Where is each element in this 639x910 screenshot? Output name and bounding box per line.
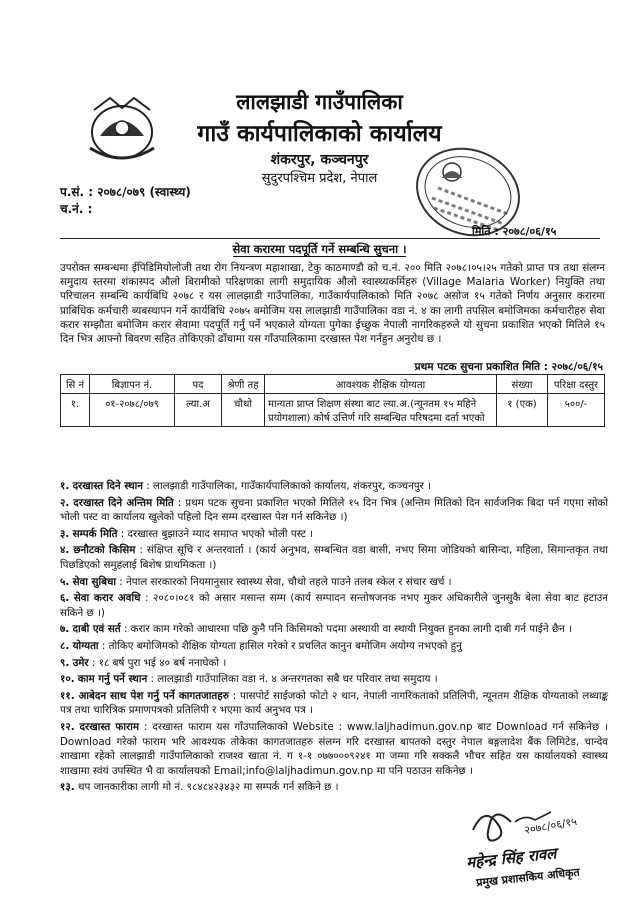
office-address: शंकरपुर, कञ्चनपुर bbox=[270, 152, 369, 168]
list-item bbox=[60, 672, 608, 687]
term-number: ६. bbox=[60, 592, 70, 605]
col-post: पद bbox=[175, 375, 222, 394]
table-row bbox=[61, 394, 605, 427]
term-number: ९. bbox=[60, 656, 70, 669]
cell-level: चौथो bbox=[222, 394, 265, 427]
term-label: दरखास्त दिने स्थान bbox=[72, 480, 143, 492]
list-item bbox=[60, 591, 608, 620]
col-exam-fee: परिक्षा दस्तुर bbox=[548, 375, 605, 394]
term-label: उमेर bbox=[72, 656, 89, 669]
term-label: सम्पर्क मिति bbox=[72, 527, 118, 540]
term-label: दरखास्त दिने अन्तिम मिति bbox=[73, 496, 174, 509]
municipality-name: लालझाडी गाउँपालिका bbox=[236, 90, 403, 114]
term-label: छनौटको किसिम bbox=[73, 544, 136, 557]
cell-serial: १. bbox=[61, 394, 90, 427]
vacancy-table bbox=[60, 374, 605, 427]
term-number: १. bbox=[60, 480, 70, 492]
term-number: ४. bbox=[60, 544, 70, 557]
cell-exam-fee: ५००/- bbox=[548, 394, 605, 427]
term-number: ८. bbox=[60, 639, 70, 652]
col-qualification: आवश्यक शैक्षिक योग्यता bbox=[265, 375, 497, 394]
term-text: थप जानकारीका लागी मो नं. ९८४८४२३४३२ मा सम्पर्क गर्न सकिने छ । bbox=[77, 781, 339, 794]
term-text: : नेपाल सरकारको नियमानुसार स्वास्थ्य सेवा, चौथो तहले पाउने तलब स्केल र संचार खर्च । bbox=[116, 575, 452, 588]
signatory-title: प्रमुख प्रशासकिय अधिकृत bbox=[475, 865, 581, 890]
cell-ad-number: ०१-२०७८/०७९ bbox=[90, 394, 175, 427]
list-item bbox=[60, 689, 608, 718]
list-item bbox=[60, 575, 608, 590]
office-name: गाउँ कार्यपालिकाको कार्यालय bbox=[197, 121, 442, 147]
table-header-row bbox=[61, 375, 605, 394]
term-number: १२. bbox=[60, 720, 75, 733]
first-publish-date: प्रथम पटक सुचना प्रकाशित मिति : २०७८/०६/१५ bbox=[414, 361, 603, 373]
term-text: : पासपोर्ट साईजको फोटो २ थान, नेपाली नागरिकताको प्रतिलिपी, न्यूनतम शैक्षिक योग्यताको लब्धाङ्क पत्र तथा चारित्रिक प्रमाणपत्रको प्रतिलिपी र भएमा कार्य अनुभव पत्र । bbox=[60, 689, 609, 717]
term-text: : करार काम गरेको आधारमा पछि कुनै पनि किसिमको पदमा अस्थायी वा स्थायी नियुक्त हुनका लागी दाबी गर्न पाईने छैन । bbox=[120, 623, 572, 636]
notice-subject-text: सेवा करारमा पदपूर्ति गर्ने सम्बन्धि सुचना । bbox=[232, 242, 407, 256]
reference-number: प.सं. : २०७८/०७९ (स्वास्थ्य) bbox=[60, 185, 191, 199]
term-label: दरखास्त फाराम bbox=[79, 720, 140, 733]
list-item bbox=[60, 639, 608, 654]
term-label: दाबी एवं सर्त bbox=[72, 623, 121, 636]
term-text: : दरखास्त बुझाउने म्याद समाप्त भएको भोली पस्ट । bbox=[117, 527, 314, 540]
col-level: श्रेणी तह bbox=[222, 375, 265, 394]
list-item bbox=[60, 527, 608, 542]
notice-date: मिति : २०७८/०६/१५ bbox=[472, 225, 557, 238]
col-ad-number: बिज्ञापन नं. bbox=[90, 375, 175, 394]
term-number: ७. bbox=[60, 623, 70, 636]
col-serial: सि नं bbox=[61, 375, 90, 394]
cell-count: १ (एक) bbox=[497, 394, 548, 427]
cell-qualification: मान्यता प्राप्त शिक्षण संस्था बाट ल्या.अ.(न्यूनतम १५ महिने प्रयोगशाला) कोर्ष उत्तिर्ण गरि सम्बन्धित परिषदमा दर्ता भएको bbox=[265, 394, 497, 427]
list-item bbox=[60, 656, 608, 671]
term-number: २. bbox=[60, 496, 70, 509]
list-item bbox=[60, 496, 608, 525]
list-item bbox=[60, 622, 608, 637]
province-name: सुदुरपश्चिम प्रदेश, नेपाल bbox=[261, 171, 378, 186]
term-text: : दरखास्त फाराम यस गाँउपालिकाको Website : www.laljhadimun.gov.np बाट Download गर्न सकिनेछ । Download गरेको फाराम भरि आवश्यक तोकेका कागतजातहरु संलग्न गरि दरखास्त बापतको दस्तुर नेपाल बङ्गलादेश बैंक लिमिटेड, चान्देव शाखामा रहेको लालझाडी गाउँपालिकाको राजश्व खाता नं. ग १-१ ०७७०००९२४१ मा जम्मा गरि सक्कलै भौचर सहित यस कार्यालयको स्वास्थ्य शाखामा स्वंयं उपस्थित भै वा कार्यालयको Email;info@laljhadimun.gov.np मा पनि पठाउन सकिनेछ । bbox=[60, 720, 608, 777]
intro-paragraph: उपरोक्त सम्बन्धमा ईपिडिमियोलोजी तथा रोग नियन्त्रण महाशाखा, टेकु काठमाण्डौ को च.नं. २०० मिति २०७८।०५।२५ गतेको प्राप्त पत्र तथा संलग्न समुदाय स्तरमा शंकास्पद औलो बिरामीको परिक्षणका लागी समुदायिक औलो स्वास्थ्यकर्मिहरु (Village Malaria Worker) नियुक्ति तथा परिचालन सम्बन्धि कार्यबिधि २०७८ र यस लालझाडी गाउँपालिका, गाउँकार्यपालिकाको मिति २०७८ असोज १५ गतेको निर्णय अनुसार करारमा प्राबिधिक कर्मचारी ब्यबस्थापन गर्ने कार्यबिधि २०७५ बमोजिम यस लालझाडी गाउँपालिका वडा नं. ४ का लागी तपसिल बमोजिमका कर्मचारीहरु सेवा करार सम्झौता बमोजिम करार सेवामा पदपूर्ति गर्नु पर्ने भएकाले योग्यता पुगेका ईच्छुक नेपाली नागरिकहरुले यो सुचना प्रकाशित भएको मितिले १५ दिन भित्र आफ्नो बिवरण सहित तोकिएको ढाँचामा यस गाँउपालिकामा दरखास्त पेश गर्नहुन अनुरोध छ । bbox=[60, 262, 605, 346]
term-number: १०. bbox=[60, 673, 75, 686]
term-text: : लालझाडी गाउँपालिका वडा नं. ४ अन्तरगतका सबै घर परिवार तथा समुदाय । bbox=[147, 673, 438, 686]
terms-list bbox=[60, 479, 608, 797]
term-number: ३. bbox=[60, 527, 70, 540]
term-number: १३. bbox=[60, 781, 75, 794]
term-text: : तोकिए बमोजिमको शैक्षिक योग्यता हासिल गरेको र प्रचलित कानुन बमोजिम अयोग्य नभएको हुनु bbox=[98, 639, 462, 652]
term-label: सेवा सुबिधा bbox=[72, 575, 117, 588]
term-text: : संक्षिप्त सूचि र अन्तरवार्ता । (कार्य अनुभव, सम्बन्धित वडा बासी, नभए सिमा जोडियको बासिन्दा, महिला, सिमान्तकृत तथा पिछडिएको समुहलाई बिशेष प्राथमिकता ।) bbox=[60, 544, 609, 571]
term-label: योग्यता bbox=[72, 639, 99, 652]
term-text: : प्रथम पटक सुचना प्रकाशित भएको मितिले १५ दिन भित्र (अन्तिम मितिको दिन सार्वजनिक बिदा पर्न गएमा सोको भोली पस्ट वा कार्यालय खुलेको पहिलो दिन सम्म दरखास्त पेश गर्न सकिनेछ ।) bbox=[60, 496, 609, 524]
signature-date: २०७८/०६/१५ bbox=[523, 814, 578, 837]
list-item bbox=[60, 543, 608, 572]
top-divider bbox=[60, 238, 600, 239]
term-text: : २०८०।०८१ को असार मसान्त सम्म (कार्य सम्पादन सन्तोषजनक नभए मुकर अधिकारीले जुनसुकै बेला सेवा बाट हटाउन सकिने छ ।) bbox=[60, 592, 608, 619]
signatory-name: महेन्द्र सिंह रावल bbox=[465, 844, 558, 872]
list-item bbox=[60, 720, 608, 778]
term-label: काम गर्नु पर्ने स्थान bbox=[77, 673, 148, 686]
cell-post: ल्या.अ bbox=[175, 394, 222, 427]
term-text: : लालझाडी गाउँपालिका, गाउँकार्यपालिकाको कार्यालय, शंकरपुर, कञ्चनपुर । bbox=[143, 480, 432, 492]
list-item bbox=[60, 479, 608, 494]
term-label: आबेदन साथ पेश गर्नु पर्ने कागतजातहरु bbox=[78, 689, 229, 702]
col-count: संख्या bbox=[497, 375, 548, 394]
dispatch-number: च.नं. : bbox=[60, 202, 93, 216]
term-label: सेवा करार अवधि bbox=[73, 592, 141, 605]
term-number: ११. bbox=[60, 689, 75, 702]
term-text: : १८ बर्ष पुरा भई ४० बर्ष ननाघेको । bbox=[88, 656, 227, 669]
term-number: ५. bbox=[60, 575, 70, 588]
notice-subject bbox=[0, 242, 639, 257]
list-item bbox=[60, 780, 608, 795]
